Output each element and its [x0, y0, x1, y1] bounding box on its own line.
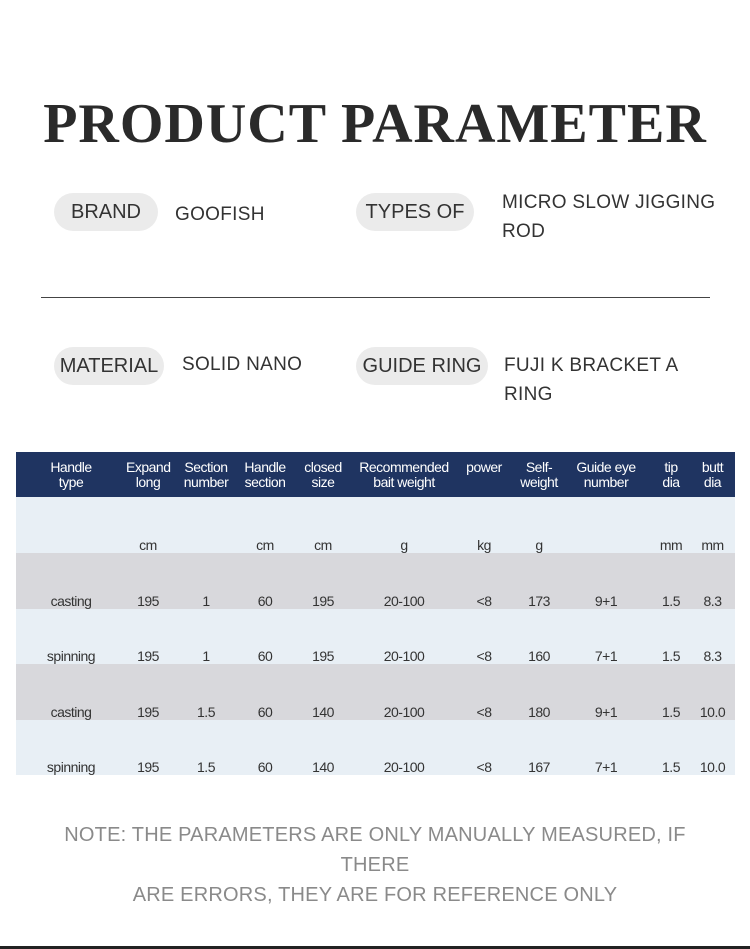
material-value: SOLID NANO: [182, 354, 303, 375]
unit-cell: cm: [288, 497, 358, 553]
table-cell: 10.0: [690, 664, 735, 720]
material-label: MATERIAL: [54, 347, 164, 385]
table-cell: spinning: [16, 720, 126, 775]
guide-ring-value-line1: FUJI K BRACKET A: [504, 355, 679, 376]
table-cell: 1.5: [652, 664, 690, 720]
parameter-table: [16, 452, 735, 775]
guide-ring-value: [504, 351, 678, 409]
header-expand-long: Expand long: [126, 452, 170, 497]
table-cell: 60: [242, 720, 288, 775]
table-cell: 1: [170, 609, 242, 664]
unit-cell: [170, 497, 242, 553]
table-row: [16, 609, 735, 664]
table-cell: 173: [518, 553, 560, 609]
unit-cell: [560, 497, 652, 553]
table-cell: <8: [450, 720, 518, 775]
table-cell: 1: [170, 553, 242, 609]
table-cell: 7+1: [560, 720, 652, 775]
header-self-weight: Self- weight: [518, 452, 560, 497]
unit-cell: cm: [126, 497, 170, 553]
table-cell: <8: [450, 609, 518, 664]
header-closed-size: closed size: [288, 452, 358, 497]
table-cell: 1.5: [170, 720, 242, 775]
header-tip-dia: tip dia: [652, 452, 690, 497]
types-value-line2: ROD: [502, 221, 546, 242]
table-cell: 195: [126, 609, 170, 664]
header-guide-eye-number: Guide eye number: [560, 452, 652, 497]
table-cell: 195: [126, 553, 170, 609]
table-cell: 20-100: [358, 553, 450, 609]
table-header-row: [16, 452, 735, 497]
units-row: [16, 497, 735, 553]
table-cell: 20-100: [358, 664, 450, 720]
table-cell: 20-100: [358, 720, 450, 775]
unit-cell: mm: [652, 497, 690, 553]
table-cell: 60: [242, 609, 288, 664]
guide-ring-value-line2: RING: [504, 384, 553, 405]
types-value: [502, 188, 715, 246]
header-handle-type: Handle type: [16, 452, 126, 497]
types-label: TYPES OF: [356, 193, 474, 231]
unit-cell: g: [358, 497, 450, 553]
table-cell: 9+1: [560, 553, 652, 609]
note-line2: ARE ERRORS, THEY ARE FOR REFERENCE ONLY: [132, 884, 618, 906]
table-cell: 140: [288, 720, 358, 775]
header-handle-section: Handle section: [242, 452, 288, 497]
unit-cell: mm: [690, 497, 735, 553]
guide-ring-label: GUIDE RING: [356, 347, 488, 385]
header-bait-weight: Recommended bait weight: [358, 452, 450, 497]
table-cell: 195: [126, 720, 170, 775]
table-cell: 8.3: [690, 553, 735, 609]
table-cell: <8: [450, 553, 518, 609]
table-cell: casting: [16, 553, 126, 609]
table-cell: 1.5: [652, 609, 690, 664]
disclaimer-note: [30, 820, 720, 910]
table-cell: 195: [288, 553, 358, 609]
table-cell: 180: [518, 664, 560, 720]
table-row: [16, 720, 735, 775]
table-cell: 195: [288, 609, 358, 664]
table-cell: 1.5: [170, 664, 242, 720]
table-cell: 8.3: [690, 609, 735, 664]
table-row: [16, 664, 735, 720]
section-divider: [41, 297, 710, 298]
table-cell: 167: [518, 720, 560, 775]
table-cell: 10.0: [690, 720, 735, 775]
table-cell: spinning: [16, 609, 126, 664]
table-cell: 7+1: [560, 609, 652, 664]
table-cell: 1.5: [652, 720, 690, 775]
table-cell: 140: [288, 664, 358, 720]
table-cell: 1.5: [652, 553, 690, 609]
table-cell: 195: [126, 664, 170, 720]
table-cell: <8: [450, 664, 518, 720]
header-power: power: [450, 452, 518, 497]
brand-value: GOOFISH: [175, 204, 265, 225]
types-value-line1: MICRO SLOW JIGGING: [502, 192, 716, 213]
table-cell: casting: [16, 664, 126, 720]
table-cell: 20-100: [358, 609, 450, 664]
page-title: PRODUCT PARAMETER: [43, 93, 707, 155]
header-section-number: Section number: [170, 452, 242, 497]
header-butt-dia: butt dia: [690, 452, 735, 497]
unit-cell: cm: [242, 497, 288, 553]
table-cell: 9+1: [560, 664, 652, 720]
brand-label: BRAND: [54, 193, 158, 231]
table-row: [16, 553, 735, 609]
unit-cell: g: [518, 497, 560, 553]
table-cell: 160: [518, 609, 560, 664]
note-line1: NOTE: THE PARAMETERS ARE ONLY MANUALLY MEASURED, IF THERE: [64, 824, 686, 876]
table-cell: 60: [242, 664, 288, 720]
unit-cell: [16, 497, 126, 553]
unit-cell: kg: [450, 497, 518, 553]
table-cell: 60: [242, 553, 288, 609]
